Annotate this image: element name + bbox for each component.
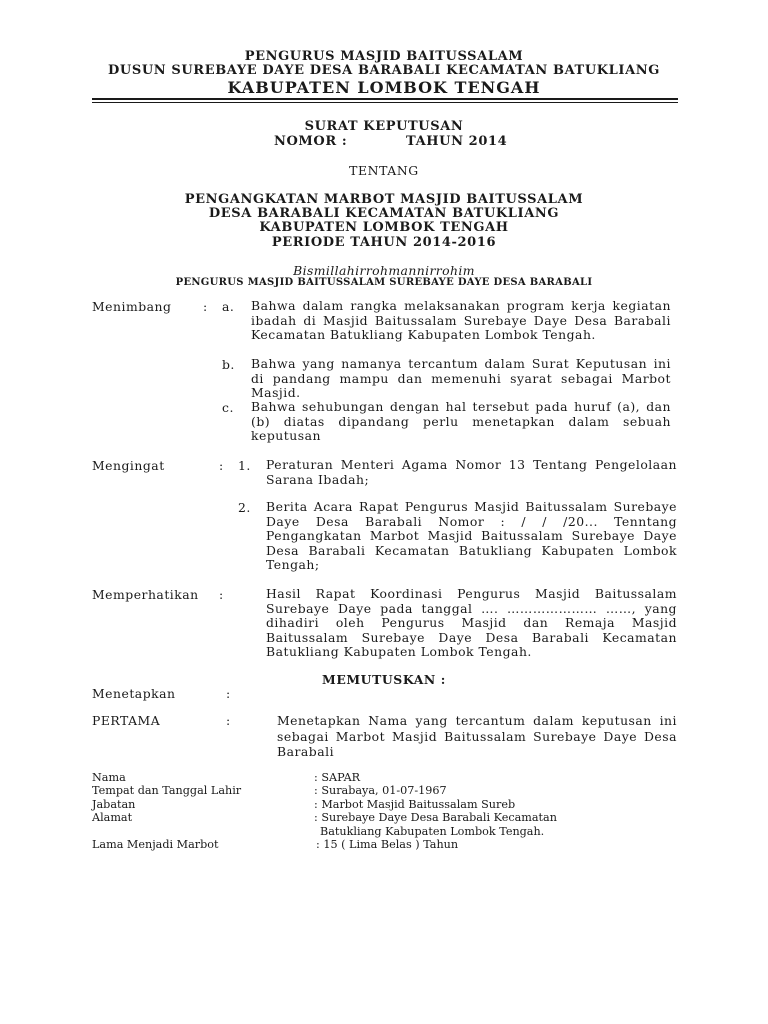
letterhead-rule-thin [92, 102, 678, 103]
letterhead-line-1: PENGURUS MASJID BAITUSSALAM [244, 49, 524, 64]
pertama-text: Menetapkan Nama yang tercantum dalam keputusan ini sebagai Marbot Masjid Baitussalam Surebaye Daye Desa Barabali [277, 713, 677, 759]
identity-value: Batukliang Kabupaten Lombok Tengah. [320, 824, 545, 838]
menimbang-marker-c: c. [222, 400, 234, 415]
identity-label: Jabatan [92, 797, 136, 811]
issuer-line: PENGURUS MASJID BAITUSSALAM SUREBAYE DAYE DESA BARABALI [175, 277, 593, 288]
letterhead-line-3: KABUPATEN LOMBOK TENGAH [227, 78, 541, 97]
menimbang-item-a: Bahwa dalam rangka melaksanakan program kerja kegiatan ibadah di Masjid Baitussalam Surebaye Daye Desa Barabali Kecamatan Batukliang Kabupaten Lombok Tengah. [251, 298, 671, 343]
memperhatikan-label: Memperhatikan [92, 587, 199, 602]
identity-label: Lama Menjadi Marbot [92, 837, 219, 851]
menetapkan-colon: : [226, 686, 231, 701]
subject-line-2: DESA BARABALI KECAMATAN BATUKLIANG [208, 206, 560, 221]
identity-value: : Surabaya, 01-07-1967 [314, 784, 447, 798]
nomor-label: NOMOR : [274, 134, 348, 149]
mengingat-marker-2: 2. [238, 500, 251, 515]
identity-value: : Surebaye Daye Desa Barabali Kecamatan [314, 811, 557, 825]
identity-label: Tempat dan Tanggal Lahir [92, 784, 242, 798]
menimbang-colon: : [203, 299, 208, 314]
memperhatikan-colon: : [219, 587, 224, 602]
memperhatikan-text: Hasil Rapat Koordinasi Pengurus Masjid Baitussalam Surebaye Daye pada tanggal …. ………………… ……, yang dihadiri oleh Pengurus Masjid dan Remaja Masjid Baitussalam Surebaye Daye Desa Barabali Kecamatan Batukliang Kabupaten Lombok Tengah. [266, 586, 677, 660]
letterhead-line-2: DUSUN SUREBAYE DAYE DESA BARABALI KECAMATAN BATUKLIANG [108, 63, 660, 78]
tahun-label: TAHUN 2014 [406, 134, 508, 149]
letterhead-rule-thick [92, 98, 678, 100]
menimbang-item-b: Bahwa yang namanya tercantum dalam Surat Keputusan ini di pandang mampu dan memenuhi syarat sebagai Marbot Masjid. [251, 356, 671, 401]
subject-line-1: PENGANGKATAN MARBOT MASJID BAITUSSALAM [184, 192, 584, 207]
menimbang-item-c: Bahwa sehubungan dengan hal tersebut pada huruf (a), dan (b) diatas dipandang perlu menetapkan dalam sebuah keputusan [251, 399, 671, 444]
identity-value: : SAPAR [314, 771, 361, 784]
menimbang-label: Menimbang [92, 299, 172, 314]
subject-line-4: PERIODE TAHUN 2014-2016 [271, 235, 497, 250]
mengingat-colon: : [219, 458, 224, 473]
mengingat-item-1: Peraturan Menteri Agama Nomor 13 Tentang Pengelolaan Sarana Ibadah; [266, 457, 677, 487]
identity-value: : Marbot Masjid Baitussalam Sureb [314, 797, 516, 811]
mengingat-item-2: Berita Acara Rapat Pengurus Masjid Baitussalam Surebaye Daye Desa Barabali Nomor : / / /20... Tenntang Pengangkatan Marbot Masjid Baitussalam Surebaye Daye Desa Barabali Kecamatan Batukliang Kabupaten Lombok Tengah; [266, 499, 677, 573]
pertama-label: PERTAMA [92, 713, 161, 728]
identity-label: Alamat [92, 811, 133, 825]
identity-value: : 15 ( Lima Belas ) Tahun [316, 837, 459, 851]
pertama-colon: : [226, 713, 231, 728]
menetapkan-label: Menetapkan [92, 686, 176, 701]
doc-type-title: SURAT KEPUTUSAN [304, 119, 464, 134]
subject-line-3: KABUPATEN LOMBOK TENGAH [259, 220, 509, 235]
mengingat-label: Mengingat [92, 458, 165, 473]
tentang-label: TENTANG [349, 163, 419, 178]
menimbang-marker-a: a. [222, 299, 235, 314]
basmalah: Bismillahirrohmannirrohim [293, 263, 475, 278]
mengingat-marker-1: 1. [238, 458, 251, 473]
menimbang-marker-b: b. [222, 357, 235, 372]
identity-label: Nama [92, 771, 126, 784]
memutuskan-heading: MEMUTUSKAN : [322, 672, 446, 687]
